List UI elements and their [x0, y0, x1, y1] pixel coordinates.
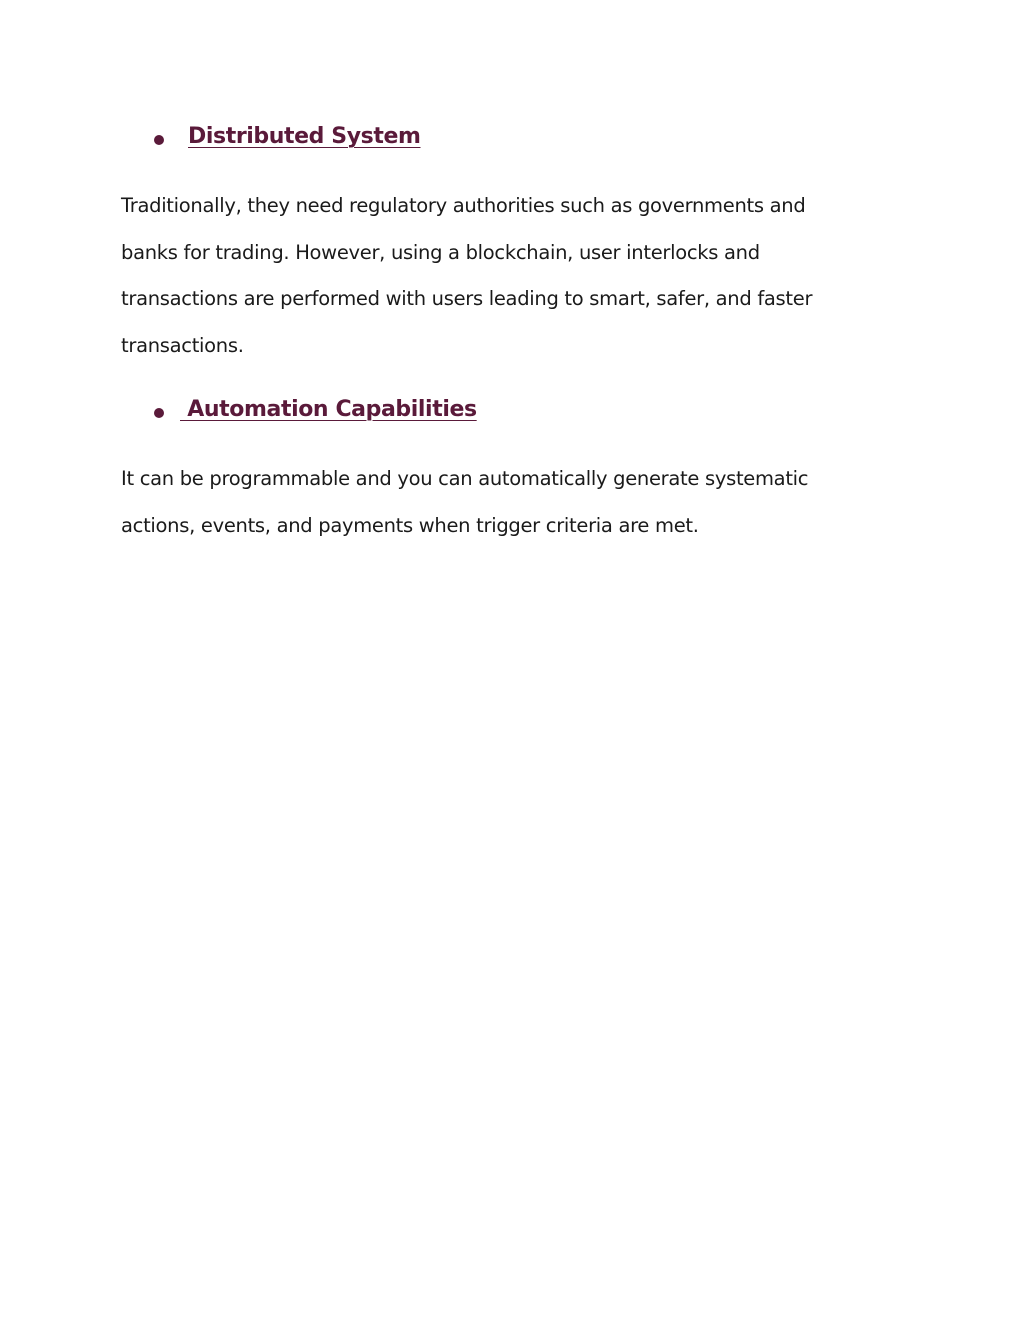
body-line: transactions. [121, 333, 244, 357]
body-line: banks for trading. However, using a blockchain, user interlocks and [121, 240, 760, 264]
bullet-icon [154, 135, 164, 145]
section-automation-capabilities [121, 397, 921, 549]
section-heading-row [121, 124, 921, 156]
section-heading: Distributed System [188, 124, 421, 149]
section-distributed-system [121, 124, 921, 369]
bullet-icon [154, 408, 164, 418]
body-line: actions, events, and payments when trigger criteria are met. [121, 513, 699, 537]
section-heading: Automation Capabilities [180, 397, 477, 422]
section-body [121, 456, 921, 549]
section-heading-row [121, 397, 921, 429]
body-line: transactions are performed with users leading to smart, safer, and faster [121, 287, 813, 310]
body-line: It can be programmable and you can automatically generate systematic [121, 467, 809, 490]
section-body [121, 183, 921, 369]
body-line: Traditionally, they need regulatory authorities such as governments and [121, 194, 806, 217]
